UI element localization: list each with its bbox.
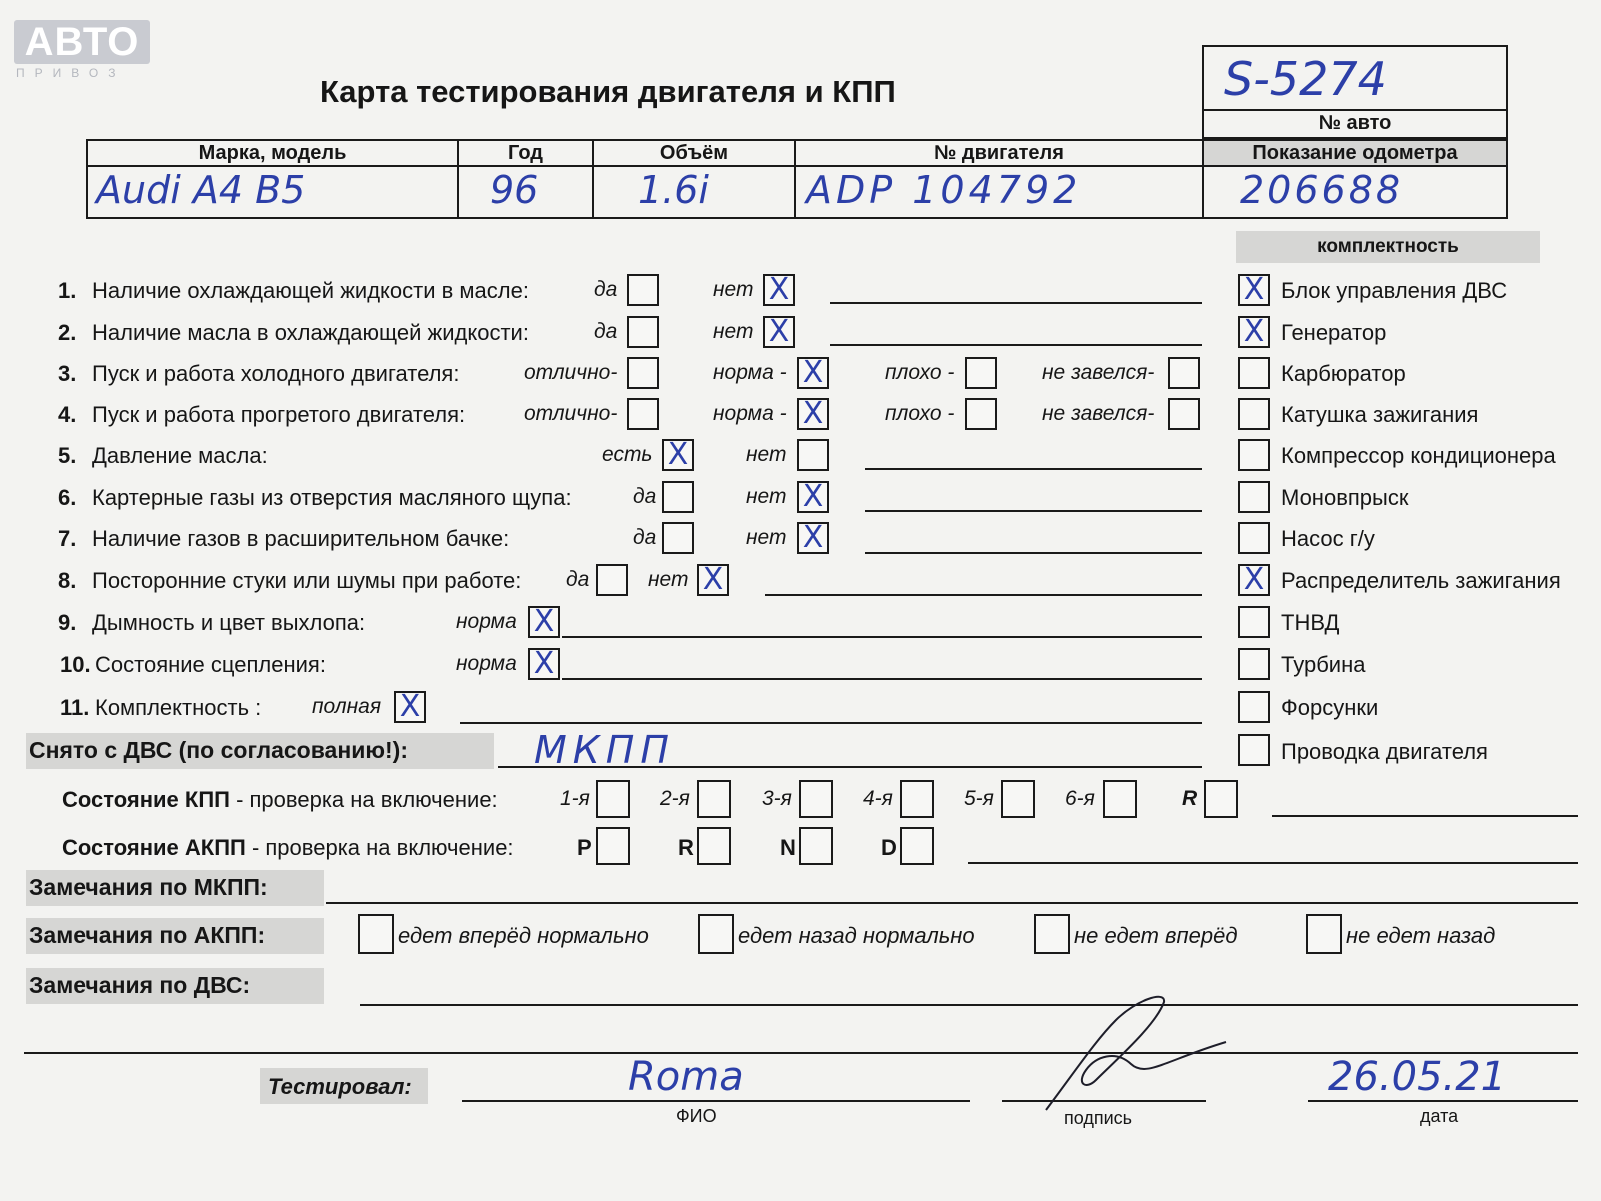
q8-number: 8. (58, 568, 77, 593)
comp-ps-pump-label: Насос г/у (1281, 526, 1375, 551)
akpp-label (62, 835, 514, 861)
name-caption: ФИО (676, 1106, 717, 1126)
q2-no-mark: X (768, 314, 790, 349)
q6-no-checkbox[interactable] (797, 481, 829, 513)
comp-ecu-mark: X (1243, 272, 1265, 307)
q4-bad-checkbox[interactable] (965, 398, 997, 430)
signature-caption: подпись (1064, 1108, 1133, 1128)
q3-opt-nostart: не завелся- (1042, 361, 1155, 384)
q3-excellent-checkbox[interactable] (627, 357, 659, 389)
gear-r-label: R (1182, 787, 1198, 810)
comp-distributor-label: Распределитель зажигания (1281, 568, 1561, 593)
mkpp-label (62, 787, 498, 813)
mkpp-label-bold: Состояние КПП (62, 787, 230, 812)
date-value: 26.05.21 (1328, 1054, 1507, 1100)
akpp-no-reverse-checkbox[interactable] (1306, 914, 1342, 954)
q7-opt-no: нет (746, 526, 787, 549)
q11-note-line (460, 722, 1202, 724)
car-number-value: S-5274 (1224, 52, 1387, 106)
q4-opt-normal: норма - (713, 402, 787, 425)
q4-nostart-checkbox[interactable] (1168, 398, 1200, 430)
q2-note-line (830, 344, 1202, 346)
q5-absent-checkbox[interactable] (797, 439, 829, 471)
comp-coil-label: Катушка зажигания (1281, 402, 1479, 427)
akpp-label-bold: Состояние АКПП (62, 835, 246, 860)
q3-opt-bad: плохо - (885, 361, 955, 384)
q1-opt-no: нет (713, 278, 754, 301)
q10-text: Состояние сцепления: (95, 652, 326, 677)
q4-excellent-checkbox[interactable] (627, 398, 659, 430)
date-caption: дата (1420, 1106, 1459, 1126)
comp-coil-checkbox[interactable] (1238, 398, 1270, 430)
gear-4-checkbox[interactable] (900, 780, 934, 818)
q5-present-mark: X (667, 437, 689, 472)
q4-opt-nostart: не завелся- (1042, 402, 1155, 425)
comp-generator-label: Генератор (1281, 320, 1387, 345)
name-line (462, 1100, 970, 1102)
mkpp-label-rest: - проверка на включение: (229, 787, 498, 812)
engine-number-value: ADP 104792 (806, 168, 1082, 212)
q11-full-mark: X (399, 689, 421, 724)
q9-normal-mark: X (533, 604, 555, 639)
q3-normal-checkbox[interactable] (797, 357, 829, 389)
akpp-reverse-ok-label: едет назад нормально (738, 923, 975, 948)
gear-6-label: 6-я (1065, 787, 1095, 810)
q8-note-line (765, 594, 1202, 596)
q6-text: Картерные газы из отверстия масляного щупа: (92, 485, 572, 510)
q11-text: Комплектность : (95, 695, 262, 720)
comp-generator-mark: X (1243, 314, 1265, 349)
car-number-label: № авто (1318, 112, 1392, 134)
q3-bad-checkbox[interactable] (965, 357, 997, 389)
q5-opt-absent: нет (746, 443, 787, 466)
avto-privoz-logo: АВТО (14, 20, 150, 64)
akpp-forward-ok-checkbox[interactable] (358, 914, 394, 954)
year-label: Год (508, 142, 543, 164)
q5-text: Давление масла: (92, 443, 268, 468)
comp-wiring-label: Проводка двигателя (1281, 739, 1488, 764)
q5-present-checkbox[interactable] (662, 439, 694, 471)
mode-n-checkbox[interactable] (799, 827, 833, 865)
q4-opt-bad: плохо - (885, 402, 955, 425)
page-title: Карта тестирования двигателя и КПП (320, 74, 896, 109)
q9-normal-checkbox[interactable] (528, 606, 560, 638)
q1-number: 1. (58, 278, 77, 303)
remarks-mkpp-line (326, 902, 1578, 904)
remarks-akpp-label: Замечания по АКПП: (29, 922, 266, 948)
tested-by-label: Тестировал: (268, 1074, 412, 1099)
q2-no-checkbox[interactable] (763, 316, 795, 348)
akpp-note-line (968, 862, 1578, 864)
logo-subtitle: ПРИВОЗ (16, 66, 126, 80)
engine-number-label: № двигателя (934, 142, 1064, 164)
q1-note-line (830, 302, 1202, 304)
date-line (1308, 1100, 1578, 1102)
q10-opt-normal: норма (456, 652, 517, 675)
q11-full-checkbox[interactable] (394, 691, 426, 723)
q6-opt-yes: да (633, 485, 657, 508)
volume-value: 1.6i (638, 168, 709, 212)
q9-number: 9. (58, 610, 77, 635)
year-value: 96 (490, 168, 539, 212)
q1-no-mark: X (768, 272, 790, 307)
gear-5-label: 5-я (964, 787, 994, 810)
comp-turbo-checkbox[interactable] (1238, 648, 1270, 680)
q9-note-line (562, 636, 1202, 638)
q8-yes-checkbox[interactable] (596, 564, 628, 596)
header-row-divider (86, 165, 1508, 167)
q7-opt-yes: да (633, 526, 657, 549)
mode-d-checkbox[interactable] (900, 827, 934, 865)
removed-label: Снято с ДВС (по согласованию!): (29, 737, 408, 763)
q2-yes-checkbox[interactable] (627, 316, 659, 348)
q1-text: Наличие охлаждающей жидкости в масле: (92, 278, 529, 303)
mode-n-label: N (780, 835, 796, 860)
mode-p-label: P (577, 835, 592, 860)
mode-r-label: R (678, 835, 694, 860)
q4-number: 4. (58, 402, 77, 427)
comp-tnvd-label: ТНВД (1281, 610, 1340, 635)
remarks-dvs-line (360, 1004, 1578, 1006)
q6-note-line (865, 510, 1202, 512)
mkpp-note-line (1272, 815, 1578, 817)
gear-2-checkbox[interactable] (697, 780, 731, 818)
gear-5-checkbox[interactable] (1001, 780, 1035, 818)
q5-number: 5. (58, 443, 77, 468)
comp-monoinjection-label: Моновпрыск (1281, 485, 1409, 510)
comp-turbo-label: Турбина (1281, 652, 1366, 677)
q3-text: Пуск и работа холодного двигателя: (92, 361, 460, 386)
odometer-value: 206688 (1240, 168, 1404, 212)
q7-no-checkbox[interactable] (797, 522, 829, 554)
comp-carburetor-label: Карбюратор (1281, 361, 1406, 386)
completeness-title: комплектность (1317, 236, 1459, 257)
mode-d-label: D (881, 835, 897, 860)
q3-opt-excellent: отлично- (524, 361, 618, 384)
comp-distributor-mark: X (1243, 562, 1265, 597)
q10-normal-checkbox[interactable] (528, 648, 560, 680)
q8-no-mark: X (702, 562, 724, 597)
q10-normal-mark: X (533, 646, 555, 681)
q8-opt-yes: да (566, 568, 590, 591)
comp-injectors-label: Форсунки (1281, 695, 1379, 720)
comp-wiring-checkbox[interactable] (1238, 734, 1270, 766)
q9-text: Дымность и цвет выхлопа: (92, 610, 366, 635)
odometer-label: Показание одометра (1252, 142, 1458, 164)
q4-opt-excellent: отлично- (524, 402, 618, 425)
remarks-dvs-label: Замечания по ДВС: (29, 972, 251, 998)
q3-opt-normal: норма - (713, 361, 787, 384)
q3-normal-mark: X (802, 355, 824, 390)
q6-no-mark: X (802, 479, 824, 514)
q5-opt-present: есть (602, 443, 653, 466)
comp-ac-compressor-label: Компрессор кондиционера (1281, 443, 1556, 468)
q9-opt-normal: норма (456, 610, 517, 633)
comp-distributor-checkbox[interactable] (1238, 564, 1270, 596)
q6-number: 6. (58, 485, 77, 510)
q7-text: Наличие газов в расширительном бачке: (92, 526, 510, 551)
q6-opt-no: нет (746, 485, 787, 508)
removed-value: МКПП (534, 728, 675, 772)
comp-tnvd-checkbox[interactable] (1238, 606, 1270, 638)
comp-monoinjection-checkbox[interactable] (1238, 481, 1270, 513)
q2-number: 2. (58, 320, 77, 345)
q7-yes-checkbox[interactable] (662, 522, 694, 554)
gear-6-checkbox[interactable] (1103, 780, 1137, 818)
q5-note-line (865, 468, 1202, 470)
gear-3-label: 3-я (762, 787, 792, 810)
tester-name-value: Roma (628, 1054, 744, 1100)
q4-text: Пуск и работа прогретого двигателя: (92, 402, 466, 427)
akpp-no-forward-label: не едет вперёд (1074, 923, 1238, 948)
q1-opt-yes: да (594, 278, 618, 301)
gear-1-checkbox[interactable] (596, 780, 630, 818)
akpp-reverse-ok-checkbox[interactable] (698, 914, 734, 954)
gear-3-checkbox[interactable] (799, 780, 833, 818)
signature-image (1036, 980, 1236, 1120)
q7-note-line (865, 552, 1202, 554)
mode-p-checkbox[interactable] (596, 827, 630, 865)
q3-nostart-checkbox[interactable] (1168, 357, 1200, 389)
q10-note-line (562, 678, 1202, 680)
comp-injectors-checkbox[interactable] (1238, 691, 1270, 723)
q11-opt-full: полная (312, 695, 382, 718)
comp-ac-compressor-checkbox[interactable] (1238, 439, 1270, 471)
comp-generator-checkbox[interactable] (1238, 316, 1270, 348)
akpp-no-reverse-label: не едет назад (1346, 923, 1496, 948)
gear-1-label: 1-я (560, 787, 590, 810)
q7-number: 7. (58, 526, 77, 551)
q8-no-checkbox[interactable] (697, 564, 729, 596)
q2-opt-no: нет (713, 320, 754, 343)
q4-normal-checkbox[interactable] (797, 398, 829, 430)
q8-text: Посторонние стуки или шумы при работе: (92, 568, 522, 593)
q6-yes-checkbox[interactable] (662, 481, 694, 513)
akpp-forward-ok-label: едет вперёд нормально (398, 923, 649, 948)
q2-opt-yes: да (594, 320, 618, 343)
volume-label: Объём (659, 142, 729, 164)
q8-opt-no: нет (648, 568, 689, 591)
q3-number: 3. (58, 361, 77, 386)
q11-number: 11. (60, 695, 90, 720)
q7-no-mark: X (802, 520, 824, 555)
remarks-mkpp-label: Замечания по МКПП: (29, 874, 268, 900)
comp-carburetor-checkbox[interactable] (1238, 357, 1270, 389)
gear-2-label: 2-я (660, 787, 690, 810)
q2-text: Наличие масла в охлаждающей жидкости: (92, 320, 529, 345)
akpp-label-rest: - проверка на включение: (245, 835, 514, 860)
comp-ecu-label: Блок управления ДВС (1281, 278, 1508, 303)
comp-ecu-checkbox[interactable] (1238, 274, 1270, 306)
akpp-no-forward-checkbox[interactable] (1034, 914, 1070, 954)
gear-4-label: 4-я (863, 787, 893, 810)
gear-r-checkbox[interactable] (1204, 780, 1238, 818)
brand-label: Марка, модель (198, 142, 347, 164)
q4-normal-mark: X (802, 396, 824, 431)
q1-no-checkbox[interactable] (763, 274, 795, 306)
q1-yes-checkbox[interactable] (627, 274, 659, 306)
q10-number: 10. (60, 652, 91, 677)
mode-r-checkbox[interactable] (697, 827, 731, 865)
brand-value: Audi A4 B5 (96, 168, 306, 212)
removed-line (498, 766, 1202, 768)
comp-ps-pump-checkbox[interactable] (1238, 522, 1270, 554)
